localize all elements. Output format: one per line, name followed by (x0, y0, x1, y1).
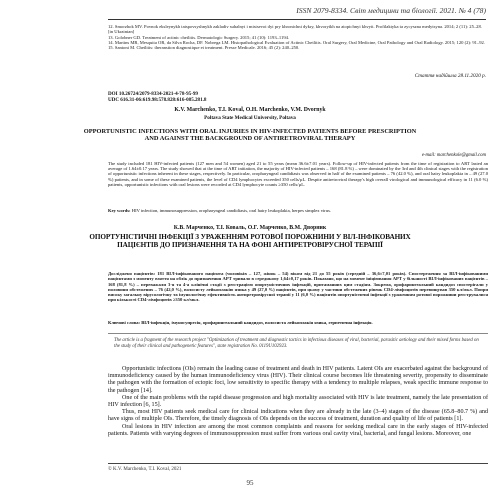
udc: UDC 616.31-06:619.98:578.828:616-085.281.8 (108, 97, 207, 104)
keywords-text: ВІЛ-інфекція, імуносупресія, орофарингеальний кандидоз, волосиста лейкоплакія язика, герпетична інфекція. (141, 320, 373, 325)
body-paragraph: One of the main problems with the rapid disease progression and high mortality associated with HIV is late treatment, namely the late presentation of HIV infection [6, 15]. (108, 394, 488, 409)
reference-list (108, 24, 488, 50)
note-divider (108, 333, 488, 334)
keywords-ua (108, 320, 488, 325)
received-date: Стаття надійшла 28.11.2020 р. (414, 73, 486, 79)
copyright: © K.V. Marchenko, T.I. Koval, 2021 (108, 467, 182, 472)
project-note: The article is a fragment of the research project "Optimization of treatment and diagnostic tactics in infectious diseases of viral, bacterial, parasitic aetiology and their mixed forms based on the study of their clinical and pathogenetic features", state registration No. 0119U102923. (114, 338, 479, 349)
authors-ua: К.В. Марченко, Т.І. Коваль, О.Г. Марченко, В.М. Дворник (173, 225, 327, 231)
body-paragraph: Opportunistic infections (OIs) remain the leading cause of treatment and death in HIV patients. Latent OIs are exacerbated against the background of immunodeficiency caused by the human immunodeficiency virus (HIV). Their clinical course becomes life threatening severity, propensity to disseminate the pathogen with the formation of ectopic foci, low sensitivity to specific therapy with a tendency to multiple relapses, weak specific immune response to the pathogen [14]. (108, 366, 488, 394)
article-identifiers (108, 91, 206, 103)
doi: DOI 10.26724/2079-8334-2021-4-78-95-99 (108, 91, 198, 97)
journal-header: ISSN 2079-8334. Світ медицини та біології. 2021. № 4 (78) (296, 6, 486, 15)
keywords-text: HIV infection, immunosuppression, oropharyngeal candidiasis, oral hairy leukoplakia, herpes simplex virus. (131, 208, 332, 213)
header-divider (108, 19, 486, 20)
contact-email: e-mail: marchenkole@gmail.com (421, 153, 486, 158)
reference-item: 15. Santoni M. Cheilitis: theranstion diagnostique et treatment. Presse Medicale. 2016; 45 (2): 240–250. (108, 45, 300, 51)
reference-item: 13. Golobner GD. Treatment of actinic cheilitis. Dermatologic Surgery. 2015; 41 (10): 1193–1194. (108, 34, 290, 40)
keywords-en (108, 208, 488, 213)
footer-divider (108, 463, 488, 464)
page-number: 95 (246, 479, 254, 487)
article-title-ua: ОПОРТУНІСТИЧНІ ІНФЕКЦІЇ З УРАЖЕННЯМ РОТОВОЇ ПОРОЖНИНИ У ВІЛ-ІНФІКОВАНИХ ПАЦІЄНТІВ ДО ПРИЗНАЧЕННЯ ТА НА ФОНІ АНТИРЕТРОВІРУСНОЇ ТЕРАПІЇ (89, 233, 411, 249)
article-body (108, 366, 488, 438)
body-paragraph: Oral lesions in HIV infection are among the most common complaints and reasons for seeking medical care in the early stages of HIV-infected patients. Patients with varying degrees of immunosuppression must suffer from various oral cavity viral, bacterial, and fungal lesions. Moreover, one (108, 423, 488, 437)
keywords-label: Ключові слова: (108, 320, 141, 325)
article-title-en: OPPORTUNISTIC INFECTIONS WITH ORAL INJURIES IN HIV-INFECTED PATIENTS BEFORE PRESCRIPTION AND AGAINST THE BACKGROUND OF ANTIRETROVIRAL THERAPY (83, 128, 417, 143)
reference-item: 14. Martins MR, Mesquita OR, da Silva Rocha, DF. Nobrega LM. Histopathological Evaluation of Actinic Cheilitis. Oral Surgery, Oral Medicine, Oral Pathology and Oral Radiology. 2015; 120 (2): 91–92. (108, 39, 485, 45)
body-paragraph: Thus, most HIV patients seek medical care for clinical indications when they are already in the late (3–4) stages of the disease (65.8–80.7 %) and have signs of multiple OIs. Therefore, the timely diagnosis of OIs depends on the success of treatment, duration and quality of life of patients [1]. (108, 409, 488, 423)
abstract-en: The study included 181 HIV-infected patients (127 men and 54 women) aged 21 to 55 years (mean 36.6±7.01 years). Follow-up of HIV-infected patients from the time of registration to ART lasted an average of 1.64±0.17 years. The study showed that at the time of ART initiation, the majority of HIV-infected patients – 168 (81.8 %) – were dominated by the 3rd and 4th clinical stages with the registration of opportunistic infections inherent in these stages, respectively. In particular, oropharyngeal candidiasis was observed in half of the examined patients – 76 (42.0 %), and oral hairy leukoplakia in – 49 (27.0 %) patients, and in some of these examined patients, the level of CD4 lymphocytes exceeded 350 cells/µL. Despite antiretroviral therapy's high overall virological and immunological efficacy in 11 (6.0 %) patients, opportunistic infections with oral lesions were recorded at CD4 lymphocyte counts ≥350 cells/µL. (108, 161, 488, 187)
abstract-ua: Досліджено пацієнтів: 181 ВІЛ-інфікованого пацієнта (чоловіків – 127, жінок – 54) віком від 21 до 55 років (середній – 36,6±7,01 років). Спостереження за ВІЛ-інфікованими пацієнтами з моменту взяття на облік до призначення АРТ тривало в середньому 1,64±0,17 років. Показано, що на момент ініціювання АРТ у більшості ВІЛ-інфікованих пацієнтів – 168 (81,8 %) – переважали 3-я та 4-а клінічні стадії з реєстрацією опортуністичних інфекцій, притаманних цим стадіям. Зокрема, орофарингеальний кандидоз спостерігали у половини обстежених – 76 (42,0 %), волосисту лейкоплакію язика у 49 (27,0 %) пацієнтів, при цьому у частини обстежених рівень CD4-лімфоцитів перевищував 350 кл/мкл. Попри високу загальну вірусологічну та імунологічну ефективність антиретровірусної терапії у 11 (6,0 %) пацієнтів опортуністичні інфекції з ураженням ротової порожнини реєструвалися при кількості CD4-лімфоцитів ≥350 кл/мкл. (108, 271, 488, 303)
reference-item: 12. Smorzhok MV. Povnok eksleynykh tatspovsyshnykh zakladiv suhalnyi i mistsevoi dyi pry khronichni dykry, khvoryikh na atopichnyi khvyit. Profilaktyka ta zycyszna medytsyna. 2014; 2 (11): 25–28. [in Ukrainian] (108, 24, 482, 35)
authors-en: K.V. Marchenko, T.I. Koval, O.H. Marchenko, V.M. Dvornyk (174, 107, 326, 113)
affiliation: Poltava State Medical University, Poltava (204, 115, 296, 121)
keywords-label: Key words: (108, 208, 131, 213)
